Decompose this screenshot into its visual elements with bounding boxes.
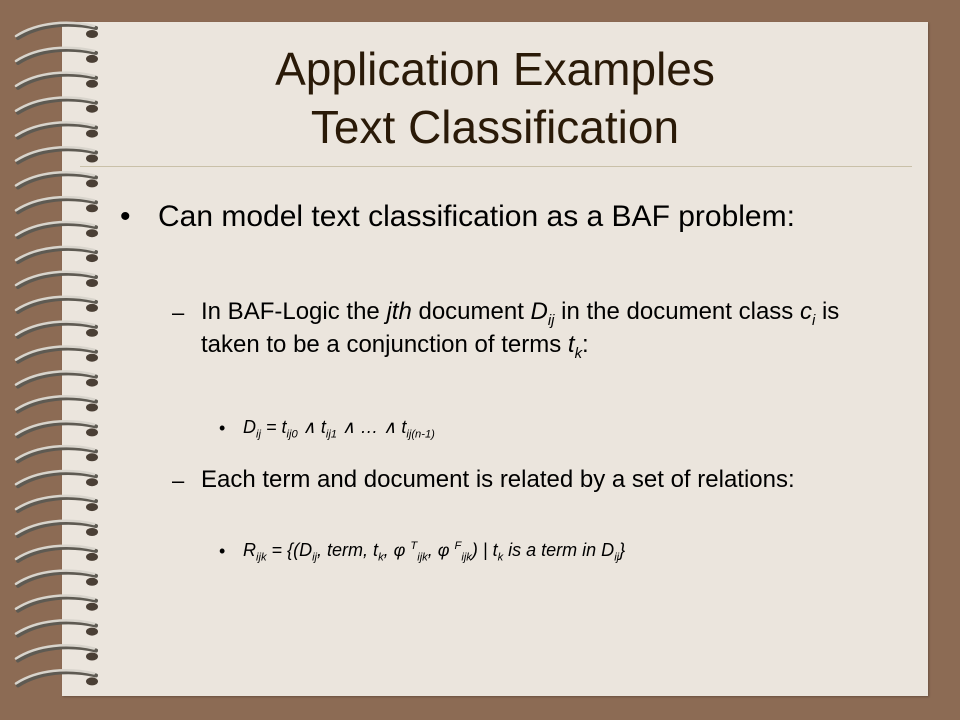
formula-document-conjunction [243, 414, 435, 440]
text-run: , φ [383, 540, 411, 560]
text-run: D [243, 417, 256, 437]
subscript: ij [614, 551, 620, 564]
text-run-italic: c [799, 298, 812, 325]
bullet-marker: • [120, 200, 131, 233]
bullet-marker-small: • [219, 541, 226, 561]
subscript: i [811, 312, 816, 329]
text-run: ) | t [471, 540, 498, 560]
subscript: k [497, 551, 504, 564]
text-run: document [411, 298, 531, 325]
dash-marker: – [172, 300, 185, 325]
text-run: , φ [427, 540, 455, 560]
text-run: R [243, 540, 256, 560]
subscript: ij0 [286, 428, 298, 441]
subscript: ij [312, 551, 318, 564]
text-run-italic: D [530, 298, 548, 325]
dash-marker: – [172, 468, 185, 493]
subscript: ij(n-1) [406, 428, 435, 441]
subscript: k [574, 345, 582, 362]
superscript: F [454, 540, 462, 552]
text-run: : [582, 331, 589, 358]
text-run: is a term in D [503, 540, 615, 560]
bullet-main-text: Can model text classification as a BAF problem: [158, 200, 795, 233]
text-run: = {(D [266, 540, 313, 560]
text-run-italic: jth [386, 298, 412, 325]
text-run: , term, t [317, 540, 379, 560]
text-run: = t [260, 417, 287, 437]
text-run: is taken to be a conjunction of terms [201, 298, 840, 358]
title-line-1: Application Examples [275, 43, 715, 95]
formula-relation-set [243, 537, 625, 563]
text-run: In BAF-Logic the [201, 298, 387, 325]
text-run: ∧ t [297, 417, 326, 437]
sub-bullet-2-text: Each term and document is related by a set of relations: [201, 466, 795, 493]
subscript: ijk [417, 551, 428, 564]
text-run: } [619, 540, 626, 560]
subscript: ij1 [325, 428, 338, 441]
subscript: ijk [256, 551, 267, 564]
title-line-2: Text Classification [310, 101, 680, 153]
subscript: k [378, 551, 384, 564]
text-run: in the document class [554, 298, 800, 325]
subscript: ij [256, 428, 261, 441]
superscript: T [410, 540, 418, 552]
sub-bullet-1-text [201, 295, 901, 361]
subscript: ij [547, 312, 555, 329]
text-run-italic: t [567, 331, 575, 358]
bullet-marker-small: • [219, 418, 226, 438]
text-run: ∧ … ∧ t [337, 417, 407, 437]
subscript: ijk [461, 551, 472, 564]
